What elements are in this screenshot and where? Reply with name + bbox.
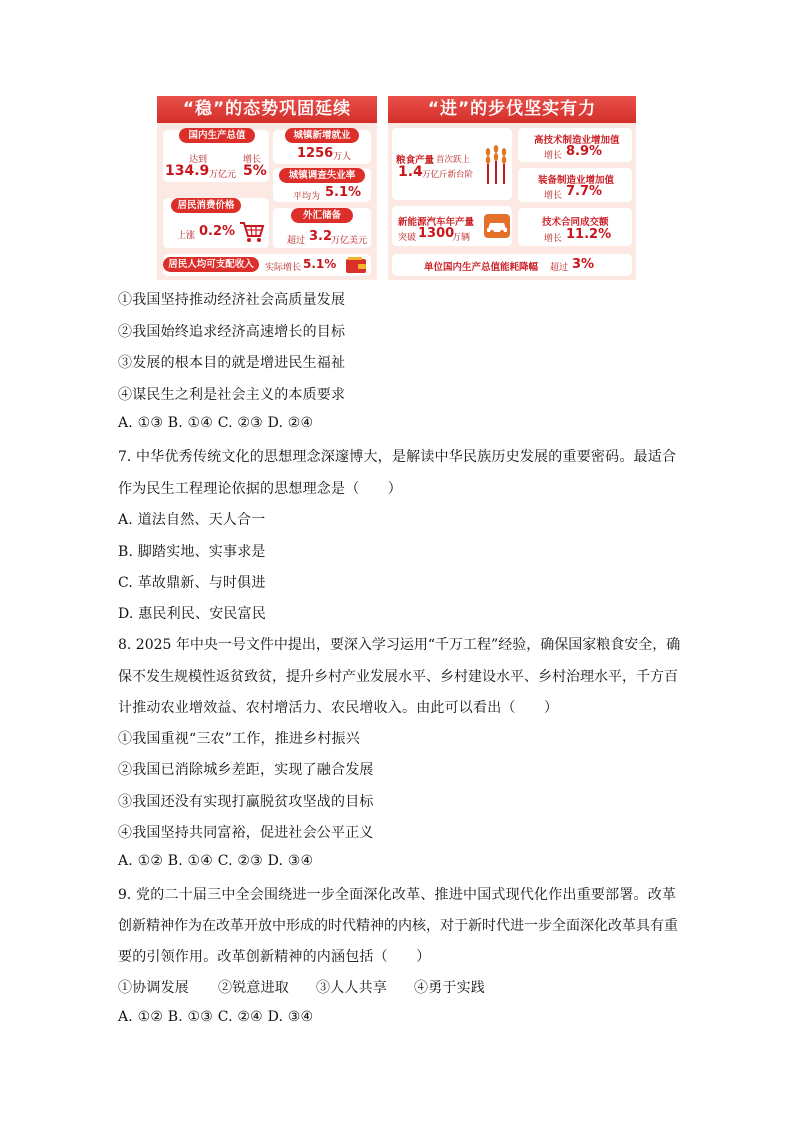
contracts-label: 技术合同成交额 [542,217,609,228]
gdp-value: 134.9 [165,163,210,179]
q8-option-4: ④我国坚持共同富裕，促进社会公平正义 [118,825,374,841]
gdp-unit: 万亿元 [209,170,237,180]
hightech-label: 高技术制造业增加值 [534,135,620,146]
energy-label: 单位国内生产总值能耗降幅 [424,262,539,273]
wheat-icon [482,144,510,186]
q9-option-4: ④勇于实践 [414,980,485,996]
q8-option-3: ③我国还没有实现打赢脱贫攻坚战的目标 [118,794,374,810]
cpi-label: 居民消费价格 [171,198,241,213]
hightech-value: 8.9% [566,144,603,159]
grain-label: 粮食产量 [396,155,435,166]
q9-stem-line-1: 9. 党的二十届三中全会围绕进一步全面深化改革、推进中国式现代化作出重要部署。改革 [118,887,676,903]
shopping-cart-icon [239,220,265,244]
q9-stem-line-2: 创新精神作为在改革开放中形成的时代精神的内核，对于新时代进一步全面深化改革具有重 [118,918,678,934]
reserves-unit: 万亿美元 [331,236,368,246]
unemployment-card [273,168,371,202]
q7-stem-line-1: 7. 中华优秀传统文化的思想理念深邃博大，是解读中华民族历史发展的重要密码。最适合 [118,449,676,465]
q7-stem-line-2: 作为民生工程理论依据的思想理念是（ ） [118,481,402,497]
cpi-value: 0.2% [199,224,236,239]
reserves-value: 3.2 [309,229,333,244]
q8-stem-line-2: 保不发生规模性返贫致贫，提升乡村产业发展水平、乡村建设水平、乡村治理水平，千方百 [118,669,678,685]
grain-unit: 万亿斤新台阶 [422,170,474,180]
grain-card [392,128,512,200]
progress-infographic [388,96,636,280]
q6-option-4: ④谋民生之利是社会主义的本质要求 [118,387,346,403]
income-value: 5.1% [303,257,337,271]
gdp-growth-label: 增长 [243,155,262,165]
q8-answer-choices: A. ①② B. ①④ C. ②③ D. ③④ [118,853,314,869]
q8-stem-line-3: 计推动农业增效益、农村增活力、农民增收入。由此可以看出（ ） [118,700,559,716]
q9-answer-choices: A. ①② B. ①③ C. ②④ D. ③④ [118,1009,314,1025]
reserves-card [273,208,371,248]
nev-label: 新能源汽车年产量 [398,217,475,228]
energy-value: 3% [572,257,595,272]
gdp-growth: 5% [243,163,267,179]
gdp-prefix: 达到 [189,155,208,165]
hightech-prefix: 增长 [544,151,563,161]
q7-option-b: B. 脚踏实地、实事求是 [118,544,266,560]
energy-prefix: 超过 [550,263,569,273]
employment-value: 1256 [297,146,334,161]
energy-card [392,254,632,276]
q7-option-c: C. 革故鼎新、与时俱进 [118,575,266,591]
q7-option-d: D. 惠民利民、安民富民 [118,606,267,622]
q6-option-3: ③发展的根本目的就是增进民生福祉 [118,355,346,371]
q9-option-1: ①协调发展 [118,980,189,996]
q8-option-1: ①我国重视“三农”工作，推进乡村振兴 [118,731,360,747]
unemployment-prefix: 平均为 [293,192,321,202]
car-icon [484,214,510,238]
income-prefix: 实际增长 [265,263,302,273]
income-card [163,254,371,276]
nev-value: 1300 [418,226,455,241]
q8-stem-line-1: 8. 2025 年中央一号文件中提出，要深入学习运用“千万工程”经验，确保国家粮食安全，确 [118,637,681,653]
q9-option-2: ②锐意进取 [218,980,289,996]
equipment-card [518,168,632,202]
hightech-card [518,128,632,162]
q7-option-a: A. 道法自然、天人合一 [118,512,266,528]
q9-option-3: ③人人共享 [316,980,387,996]
gdp-label: 国内生产总值 [179,128,255,143]
q8-option-2: ②我国已消除城乡差距，实现了融合发展 [118,762,374,778]
contracts-prefix: 增长 [544,234,563,244]
q6-answer-choices: A. ①③ B. ①④ C. ②③ D. ②④ [118,415,314,431]
nev-prefix: 突破 [398,233,417,243]
wallet-icon [345,256,367,274]
gdp-card [163,130,269,182]
q6-option-2: ②我国始终追求经济高速增长的目标 [118,324,346,340]
grain-value: 1.4 [398,164,423,180]
cpi-card [163,198,269,248]
reserves-prefix: 超过 [287,236,306,246]
progress-title: “进”的步伐坚实有力 [388,96,636,123]
equipment-label: 装备制造业增加值 [538,175,615,186]
q9-stem-line-3: 要的引领作用。改革创新精神的内涵包括（ ） [118,949,431,965]
employment-unit: 万人 [333,152,352,162]
unemployment-label: 城镇调查失业率 [279,168,365,183]
employment-label: 城镇新增就业 [285,128,359,143]
income-label: 居民人均可支配收入 [163,257,259,272]
equipment-value: 7.7% [566,184,603,199]
nev-unit: 万辆 [452,233,471,243]
stability-title: “稳”的态势巩固延续 [157,96,377,123]
reserves-label: 外汇储备 [291,208,353,223]
cpi-prefix: 上涨 [177,231,196,241]
nev-card [392,206,512,246]
equipment-prefix: 增长 [544,191,563,201]
contracts-value: 11.2% [566,227,612,242]
employment-card [273,130,371,164]
q6-option-1: ①我国坚持推动经济社会高质量发展 [118,292,346,308]
contracts-card [518,208,632,246]
unemployment-value: 5.1% [325,185,362,200]
grain-suffix: 首次跃上 [436,155,471,165]
stability-infographic [157,96,377,280]
